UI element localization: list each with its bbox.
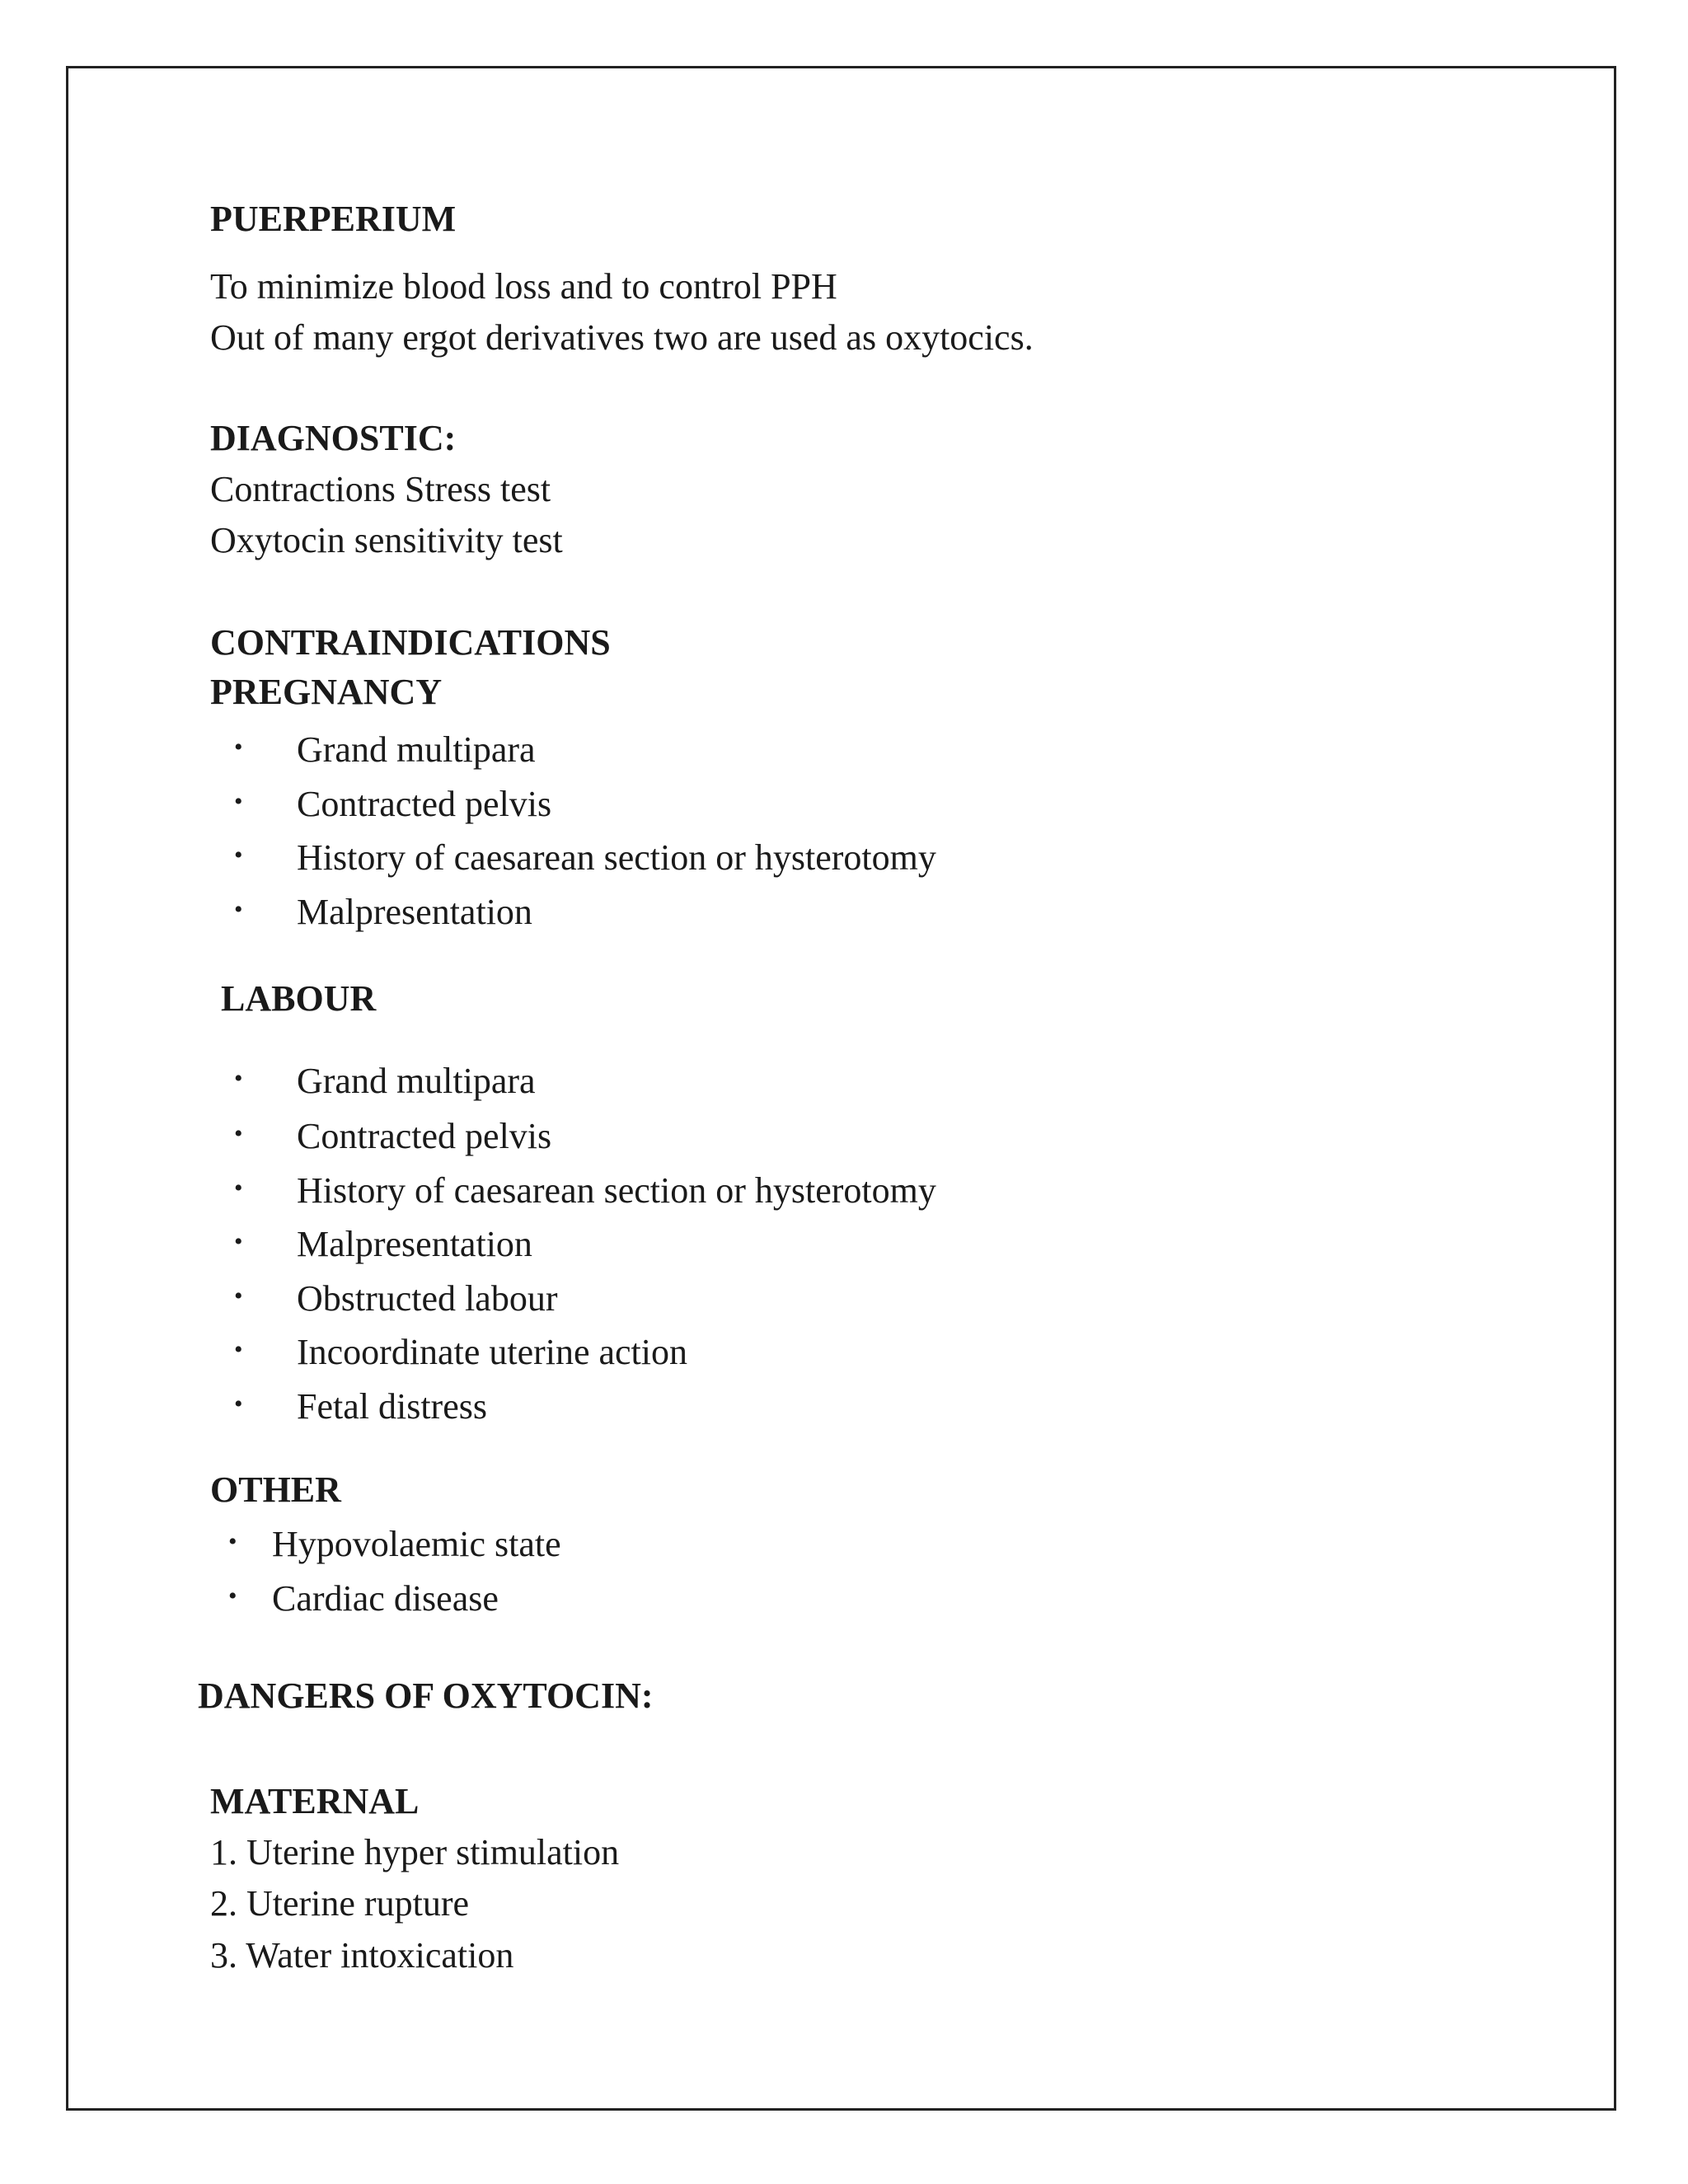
bullet-icon: •: [234, 1065, 243, 1092]
labour-item-3: History of caesarean section or hysterotomy: [297, 1170, 936, 1211]
labour-item-2: Contracted pelvis: [297, 1116, 552, 1156]
bullet-icon: •: [234, 733, 243, 761]
pregnancy-item-3: History of caesarean section or hysterotomy: [297, 837, 936, 878]
dangers-heading: DANGERS OF OXYTOCIN:: [198, 1675, 654, 1716]
pregnancy-heading: PREGNANCY: [210, 672, 443, 712]
bullet-icon: •: [234, 841, 243, 869]
puerperium-line-2: Out of many ergot derivatives two are used as oxytocics.: [210, 317, 1034, 358]
bullet-icon: •: [234, 1336, 243, 1363]
bullet-icon: •: [228, 1582, 237, 1610]
other-heading: OTHER: [210, 1469, 341, 1510]
maternal-heading: MATERNAL: [210, 1781, 420, 1821]
labour-item-1: Grand multipara: [297, 1061, 536, 1101]
labour-item-5: Obstructed labour: [297, 1278, 558, 1319]
puerperium-heading: PUERPERIUM: [210, 199, 457, 239]
labour-item-7: Fetal distress: [297, 1386, 487, 1427]
other-item-2: Cardiac disease: [272, 1578, 499, 1619]
maternal-item-3: 3. Water intoxication: [210, 1935, 514, 1975]
contraindications-heading: CONTRAINDICATIONS: [210, 622, 611, 663]
bullet-icon: •: [234, 1120, 243, 1147]
pregnancy-item-4: Malpresentation: [297, 892, 532, 932]
bullet-icon: •: [234, 1282, 243, 1310]
labour-item-4: Malpresentation: [297, 1224, 532, 1264]
bullet-icon: •: [234, 1228, 243, 1255]
bullet-icon: •: [234, 896, 243, 923]
pregnancy-item-2: Contracted pelvis: [297, 784, 552, 824]
bullet-icon: •: [234, 788, 243, 815]
bullet-icon: •: [234, 1174, 243, 1202]
labour-heading: LABOUR: [221, 978, 377, 1019]
puerperium-line-1: To minimize blood loss and to control PPH: [210, 266, 837, 307]
diagnostic-line-1: Contractions Stress test: [210, 469, 551, 509]
diagnostic-line-2: Oxytocin sensitivity test: [210, 520, 563, 560]
pregnancy-item-1: Grand multipara: [297, 729, 536, 770]
maternal-item-2: 2. Uterine rupture: [210, 1883, 469, 1924]
maternal-item-1: 1. Uterine hyper stimulation: [210, 1832, 620, 1872]
bullet-icon: •: [228, 1528, 237, 1555]
bullet-icon: •: [234, 1390, 243, 1418]
labour-item-6: Incoordinate uterine action: [297, 1332, 688, 1372]
diagnostic-heading: DIAGNOSTIC:: [210, 418, 457, 458]
other-item-1: Hypovolaemic state: [272, 1524, 561, 1564]
